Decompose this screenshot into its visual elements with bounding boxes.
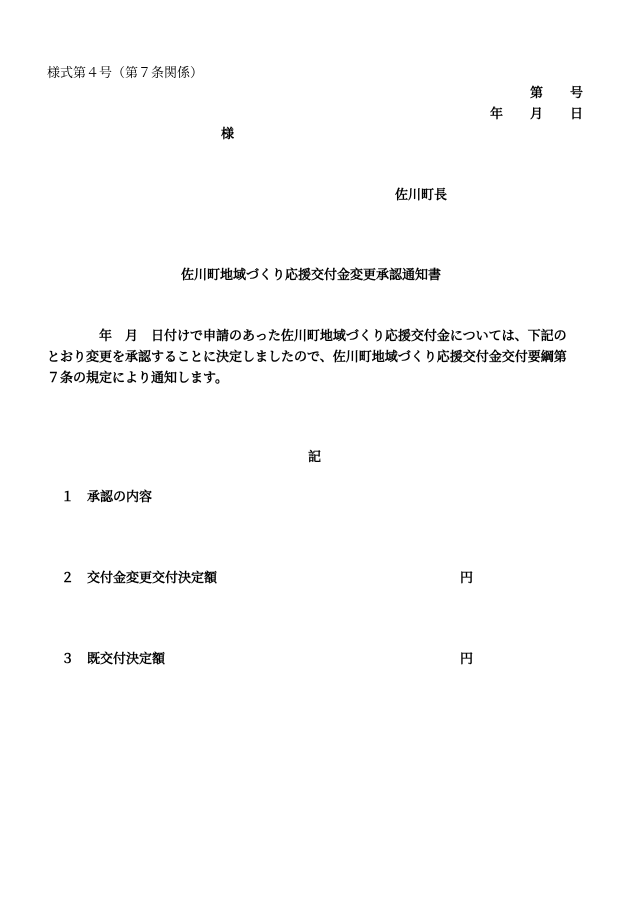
item-1-label: 承認の内容	[87, 490, 153, 505]
item-2-label: 交付金変更交付決定額	[87, 571, 218, 586]
document-title: 佐川町地域づくり応援交付金変更承認通知書	[181, 268, 442, 283]
item-2-unit: 円	[460, 571, 474, 586]
document-number-go: 号	[570, 86, 584, 101]
document-number-dai: 第	[530, 86, 544, 101]
date-day: 日	[570, 107, 584, 122]
date-year: 年	[490, 107, 504, 122]
date-month: 月	[530, 107, 544, 122]
item-3-number: ３	[61, 652, 75, 667]
form-label: 様式第４号（第７条関係）	[47, 66, 204, 81]
ki-heading: 記	[308, 450, 322, 465]
recipient-honorific: 様	[221, 127, 235, 142]
item-1-number: １	[61, 490, 75, 505]
sender-name: 佐川町長	[395, 188, 448, 203]
item-3-unit: 円	[460, 652, 474, 667]
body-line-2: とおり変更を承認することに決定しましたので、佐川町地域づくり応援交付金交付要綱第	[47, 350, 567, 365]
body-line-1: 年 月 日付けで申請のあった佐川町地域づくり応援交付金については、下記の	[99, 329, 567, 344]
item-2-number: ２	[61, 571, 75, 586]
body-paragraph	[47, 326, 583, 389]
item-3-label: 既交付決定額	[87, 652, 166, 667]
body-line-3: ７条の規定により通知します。	[47, 371, 228, 386]
